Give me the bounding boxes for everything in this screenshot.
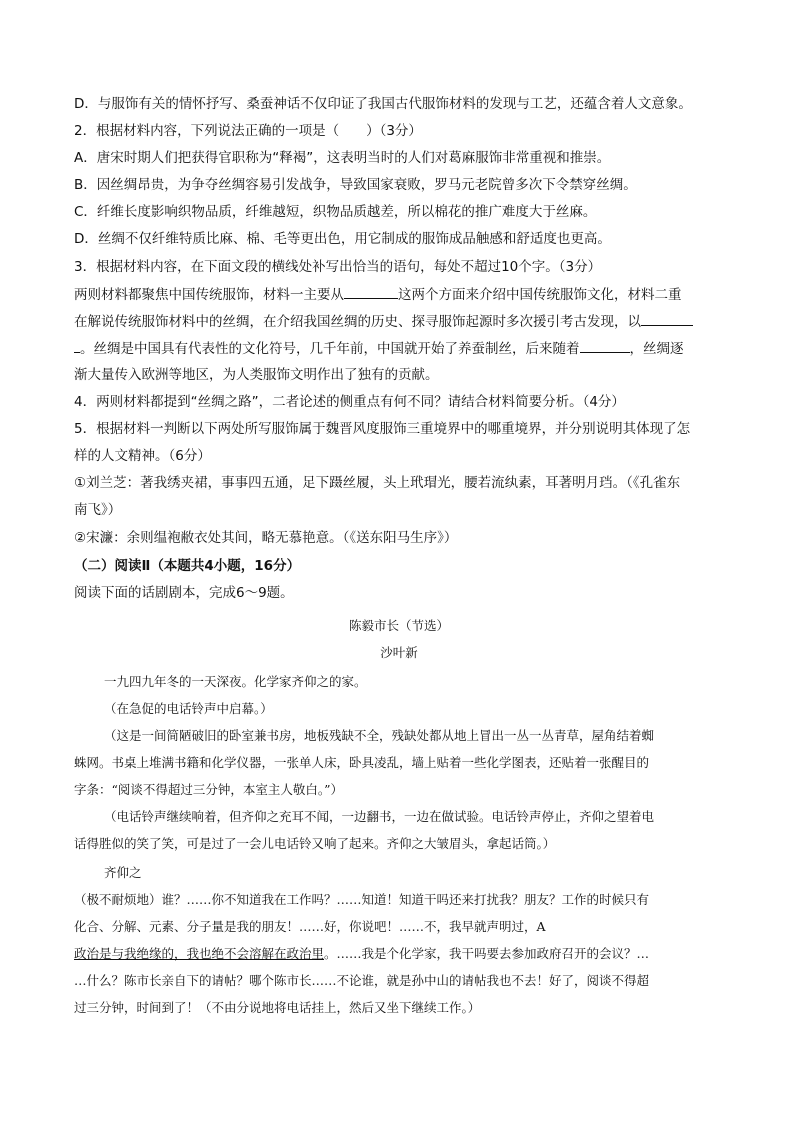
dialogue-line: 化合、分解、元素、分子量是我的朋友！……好，你说吧！……不，我早就声明过，A	[74, 919, 546, 934]
q3-passage-line: 渐大量传入欧洲等地区，为人类服饰文明作出了独有的贡献。	[74, 367, 439, 383]
dialogue-line: …什么？陈市长亲自下的请帖？哪个陈市长……不论谁，就是孙中山的请帖我也不去！好了，阅谈不得超	[74, 973, 650, 988]
fill-blank-1[interactable]	[344, 284, 398, 299]
stage-direction: 蛛网。书桌上堆满书籍和化学仪器，一张单人床，卧具凌乱，墙上贴着一些化学图表，还贴着一张醒目的	[74, 755, 650, 770]
q5-item-1: 南飞》）	[74, 502, 122, 518]
stage-direction: （电话铃声继续响着，但齐仰之充耳不闻，一边翻书，一边在做试验。电话铃声停止，齐仰之望着电	[104, 809, 655, 824]
q3-text: 两则材料都聚焦中国传统服饰，材料一主要从	[74, 287, 344, 303]
play-title: 陈毅市长（节选）	[348, 618, 449, 633]
dialogue-line: （极不耐烦地）谁？……你不知道我在工作吗？……知道！知道干吗还来打扰我？朋友？工作的时候只有	[74, 892, 650, 907]
dialogue-line: 过三分钟，时间到了！（不由分说地将电话挂上，然后又坐下继续工作。）	[74, 1000, 481, 1015]
stage-direction: 话得胜似的笑了笑，可是过了一会儿电话铃又响了起来。齐仰之大皱眉头，拿起话筒。）	[74, 836, 556, 851]
fill-blank-3[interactable]	[580, 338, 630, 353]
dialogue-text: 。……我是个化学家，我干吗要去参加政府召开的会议？…	[324, 946, 650, 961]
q3-passage-line	[74, 284, 724, 305]
q5-stem: 样的人文精神。（6分）	[74, 448, 211, 464]
q1-option-d: D．与服饰有关的情怀抒写、桑蚕神话不仅印证了我国古代服饰材料的发现与工艺，还蕴含着人文意象。	[74, 96, 692, 112]
q2-option-a: A．唐宋时期人们把获得官职称为“释褐”，这表明当时的人们对葛麻服饰非常重视和推崇。	[74, 150, 611, 166]
underlined-sentence-a: 政治是与我绝缘的，我也绝不会溶解在政治里	[74, 946, 325, 961]
stage-direction: （这是一间简陋破旧的卧室兼书房，地板残缺不全，残缺处都从地上冒出一丛一丛青草，屋角结着蜘	[104, 728, 655, 743]
q3-text: 在解说传统服饰材料中的丝绸，在介绍我国丝绸的历史、探寻服饰起源时多次援引考古发现，以	[74, 314, 641, 330]
dialogue-line	[74, 944, 724, 964]
q5-item-1: ①刘兰芝：著我绣夹裙，事事四五通，足下蹑丝履，头上玳瑁光，腰若流纨素，耳著明月珰。（《孔雀东	[74, 475, 681, 491]
q3-text: 。丝绸是中国具有代表性的文化符号，几千年前，中国就开始了养蚕制丝，后来随着	[80, 341, 580, 357]
q4-stem: 4．两则材料都提到“丝绸之路”，二者论述的侧重点有何不同？请结合材料简要分析。（4分）	[74, 394, 625, 410]
q2-option-b: B．因丝绸昂贵，为争夺丝绸容易引发战争，导致国家衰败，罗马元老院曾多次下令禁穿丝绸。	[74, 177, 637, 193]
speaker-name: 齐仰之	[104, 865, 142, 880]
q2-option-d: D．丝绸不仅纤维特质比麻、棉、毛等更出色，用它制成的服饰成品触感和舒适度也更高。	[74, 231, 611, 247]
q3-stem: 3．根据材料内容，在下面文段的横线处补写出恰当的语句，每处不超过10个字。（3分）	[74, 259, 602, 275]
stage-direction: 字条：“阅谈不得超过三分钟，本室主人敬白。”）	[74, 782, 344, 797]
q2-option-c: C．纤维长度影响织物品质，纤维越短，织物品质越差，所以棉花的推广难度大于丝麻。	[74, 204, 597, 220]
q3-passage-line	[74, 311, 724, 332]
q3-text: ，丝绸逐	[629, 341, 684, 357]
stage-direction: 一九四九年冬的一天深夜。化学家齐仰之的家。	[104, 674, 367, 689]
q3-text: 这两个方面来介绍中国传统服饰文化，材料二重	[398, 287, 682, 303]
q2-stem: 2．根据材料内容，下列说法正确的一项是（ ）（3分）	[74, 123, 422, 139]
fill-blank-2[interactable]	[641, 311, 693, 326]
q5-stem: 5．根据材料一判断以下两处所写服饰属于魏晋风度服饰三重境界中的哪重境界，并分别说明其体现了怎	[74, 421, 691, 437]
q5-item-2: ②宋濂：余则缊袍敝衣处其间，略无慕艳意。（《送东阳马生序》）	[74, 530, 458, 546]
q3-passage-line	[74, 338, 724, 359]
stage-direction: （在急促的电话铃声中启幕。）	[104, 701, 273, 716]
section-heading: （二）阅读Ⅱ（本题共4小题，16分）	[74, 558, 301, 574]
section-instruction: 阅读下面的话剧剧本，完成6～9题。	[74, 585, 294, 601]
play-author: 沙叶新	[380, 645, 418, 660]
